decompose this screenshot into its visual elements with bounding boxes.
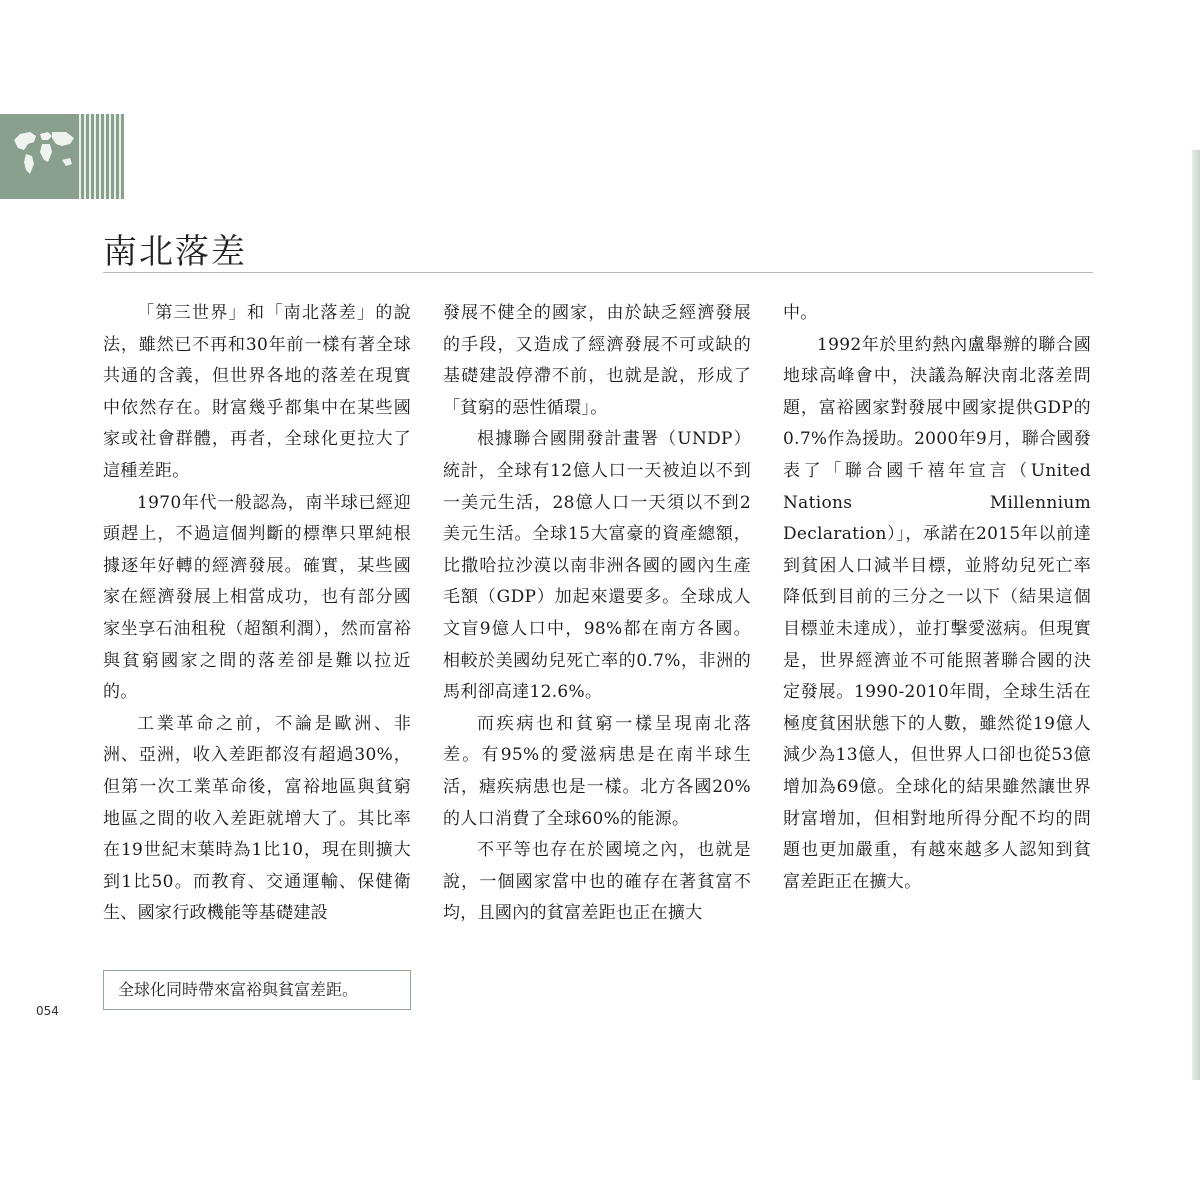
page-title: 南北落差 xyxy=(103,232,247,272)
page-edge-shade xyxy=(1192,150,1200,1080)
paragraph: 而疾病也和貧窮一樣呈現南北落差。有95%的愛滋病患是在南半球生活，瘧疾病患也是一樣。北方各國20%的人口消費了全球60%的能源。 xyxy=(443,713,751,829)
paragraph: 1992年於里約熱內盧舉辦的聯合國地球高峰會中，決議為解決南北落差問題，富裕國家對發展中國家提供GDP的0.7%作為援助。2000年9月，聯合國發表了「聯合國千禧年宣言（United Nations Millennium Declaration）」，承諾在2015年以前達到貧困人口減半目標，並將幼兒死亡率降低到目前的三分之一以下（結果這個目標並未達成），並打擊愛滋病。但現實是，世界經濟並不可能照著聯合國的決定發展。1990-2010年間，全球生活在極度貧困狀態下的人數，雖然從19億人減少為13億人，但世界人口卻也從53億增加為69億。全球化的結果雖然讓世界財富增加，但相對地所得分配不均的問題也更加嚴重，有越來越多人認知到貧富差距正在擴大。 xyxy=(783,334,1091,892)
paragraph: 中。 xyxy=(783,303,818,323)
page-number: 054 xyxy=(36,1004,59,1018)
paragraph: 根據聯合國開發計畫署（UNDP）統計，全球有12億人口一天被迫以不到一美元生活，28億人口一天須以不到2美元生活。全球15大富豪的資產總額，比撒哈拉沙漠以南非洲各國的國內生產毛額（GDP）加起來還要多。全球成人文盲9億人口中，98%都在南方各國。相較於美國幼兒死亡率的0.7%，非洲的馬利卻高達12.6%。 xyxy=(443,429,751,703)
paragraph: 發展不健全的國家，由於缺乏經濟發展的手段，又造成了經濟發展不可或缺的基礎建設停滯不前，也就是說，形成了「貧窮的惡性循環」。 xyxy=(443,303,751,418)
text-column-3 xyxy=(783,298,1091,898)
paragraph: 1970年代一般認為，南半球已經迎頭趕上，不過這個判斷的標準只單純根據逐年好轉的經濟發展。確實，某些國家在經濟發展上相當成功，也有部分國家坐享石油租稅（超額利潤），然而富裕與貧窮國家之間的落差卻是難以拉近的。 xyxy=(103,492,411,703)
paragraph: 「第三世界」和「南北落差」的說法，雖然已不再和30年前一樣有著全球共通的含義，但世界各地的落差在現實中依然存在。財富幾乎都集中在某些國家或社會群體，再者，全球化更拉大了這種差距。 xyxy=(103,303,411,481)
text-column-1 xyxy=(103,298,411,930)
caption-box: 全球化同時帶來富裕與貧富差距。 xyxy=(103,970,411,1010)
paragraph: 不平等也存在於國境之內，也就是說，一個國家當中也的確存在著貧富不均，且國內的貧富差距也正在擴大 xyxy=(443,840,751,924)
title-divider xyxy=(103,272,1093,273)
paragraph: 工業革命之前，不論是歐洲、非洲、亞洲，收入差距都沒有超過30%，但第一次工業革命後，富裕地區與貧窮地區之間的收入差距就增大了。其比率在19世紀末葉時為1比10，現在則擴大到1比50。而教育、交通運輸、保健衛生、國家行政機能等基礎建設 xyxy=(103,713,411,924)
world-map-icon xyxy=(10,126,76,186)
text-column-2 xyxy=(443,298,751,930)
header-stripes xyxy=(76,114,124,199)
section-header-band xyxy=(0,114,124,199)
